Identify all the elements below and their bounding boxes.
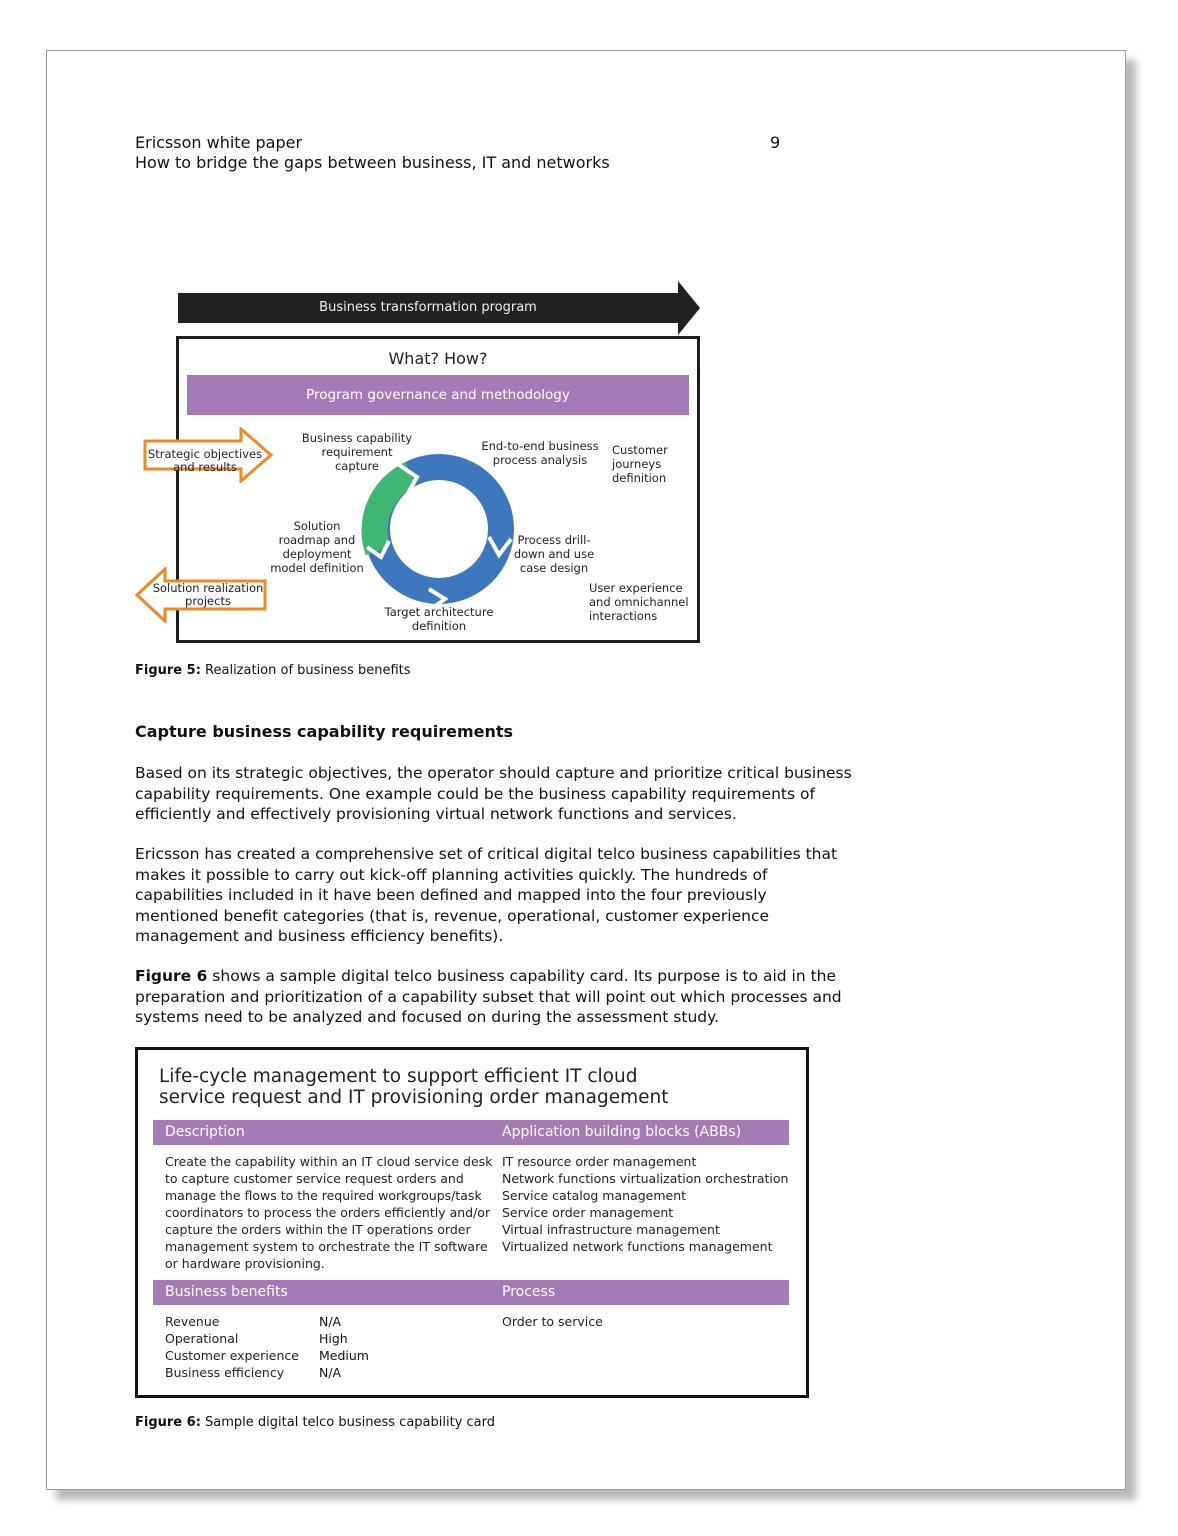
input-arrow-label: Strategic objectives and results [147,447,263,474]
figure-6-caption: Figure 6: Sample digital telco business capability card [135,1415,496,1430]
benefit-labels: Revenue Operational Customer experience Business efficiency [165,1314,299,1380]
label-capability-capture: Business capability requirement capture [301,431,413,473]
cycle-ring [359,449,519,609]
benefit-values: N/A High Medium N/A [319,1314,369,1380]
label-process-drilldown: Process drill- down and use case design [513,533,595,575]
output-arrow-label: Solution realization projects [152,581,264,608]
description-header: Description [165,1124,245,1140]
transformation-banner: Business transformation program [178,293,678,323]
abb-header: Application building blocks (ABBs) [502,1124,742,1140]
figure-5-diagram [135,281,715,643]
list-item: Virtual infrastructure management [502,1222,720,1237]
process-header: Process [502,1284,556,1300]
paragraph-2: Ericsson has created a comprehensive set of critical digital telco business capabilities that makes it possible to carry out kick-off planning activities quickly. The hundreds of capabilities included in it have been defined and mapped into the four previously mentioned benefit categories (that is, revenue, operational, customer experience management and business efficiency benefits). [135,845,838,945]
label-customer-journeys: Customer journeys definition [612,443,668,485]
list-item: Service order management [502,1205,674,1220]
section-heading: Capture business capability requirements [135,722,514,741]
abb-list [502,1153,788,1255]
page-number: 9 [770,133,781,152]
label-user-experience: User experience and omnichannel interactions [589,581,689,623]
label-target-architecture: Target architecture definition [384,605,494,633]
list-item: Service catalog management [502,1188,687,1203]
capability-card [135,1047,809,1398]
label-solution-roadmap: Solution roadmap and deployment model definition [270,519,364,575]
paragraph-3: Figure 6 shows a sample digital telco business capability card. Its purpose is to aid in the preparation and prioritization of a capability subset that will point out which processes and systems need to be analyzed and focused on during the assessment study. [135,967,842,1026]
header-series: Ericsson white paper [135,133,303,152]
card-header-bar-top [153,1120,789,1145]
benefits-header: Business benefits [165,1284,288,1300]
list-item: IT resource order management [502,1154,697,1169]
list-item: Virtualized network functions management [502,1239,773,1254]
governance-bar: Program governance and methodology [187,375,689,415]
list-item: Network functions virtualization orchestration [502,1171,789,1186]
label-e2e-analysis: End-to-end business process analysis [481,439,599,467]
card-header-bar-bottom [153,1280,789,1305]
process-value: Order to service [502,1314,603,1329]
banner-arrow-tip [678,281,700,335]
what-how-heading: What? How? [388,349,488,368]
header-title: How to bridge the gaps between business, IT and networks [135,153,610,172]
paragraph-1: Based on its strategic objectives, the operator should capture and prioritize critical business capability requirements. One example could be the business capability requirements of efficiently and effectively provisioning virtual network functions and services. [135,764,852,823]
figure-5-caption: Figure 5: Realization of business benefits [135,663,411,678]
document-page [46,50,1126,1490]
card-title: Life-cycle management to support efficient IT cloud service request and IT provisioning order management [159,1066,669,1108]
description-text: Create the capability within an IT cloud service desk to capture customer service request orders and manage the flows to the required workgroups/task coordinators to process the orders efficiently and/or capture the orders within the IT operations order management system to orchestrate the IT software or hardware provisioning. [165,1154,493,1271]
